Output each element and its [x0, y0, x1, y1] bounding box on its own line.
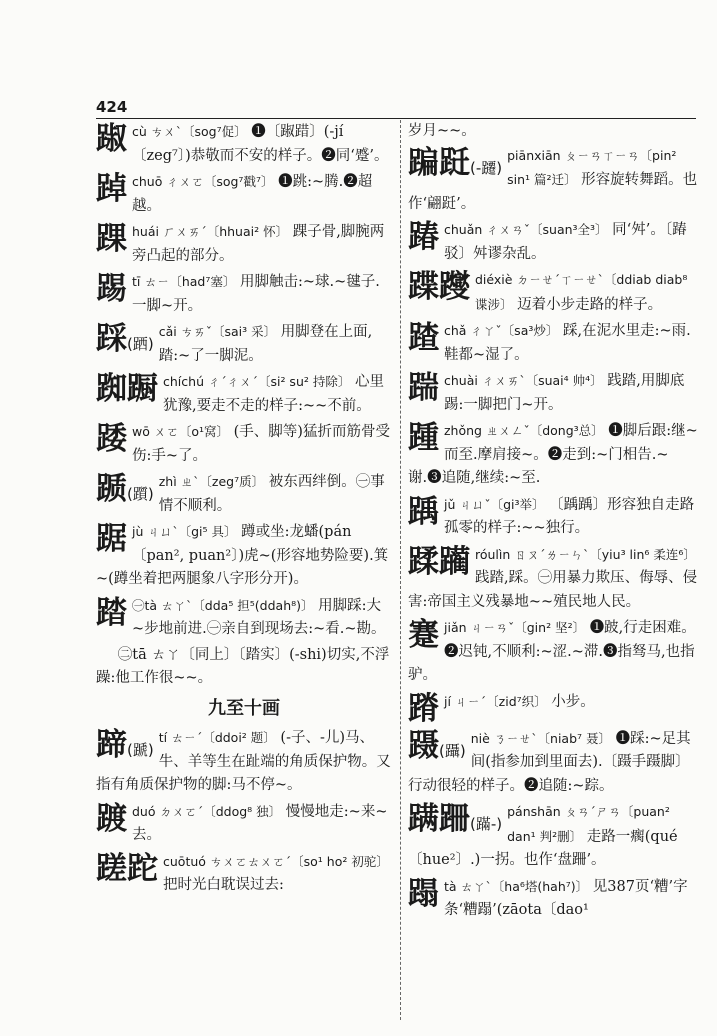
- definition: 〔踽踽〕形容独自走路孤零的样子:~~独行。: [444, 496, 695, 536]
- headword-char: 踔: [96, 171, 127, 207]
- dictionary-entry: [408, 727, 700, 799]
- pronunciation: chuài ㄔㄨㄞˋ〔suai⁴ 帅⁴〕: [444, 373, 603, 388]
- pronunciation: ㊀tà ㄊㄚˋ〔dda⁵ 担⁵(ddah⁸)〕: [132, 597, 314, 613]
- headword: [408, 727, 466, 764]
- dictionary-entry: [408, 268, 700, 317]
- headword-char: 蹀躞: [408, 269, 470, 305]
- definition: 蹲或坐:龙蟠(pán〔pan², puan²〕)虎~(形容地势险要).箕~(蹲坐着把两腿象八字形分开)。: [96, 524, 389, 587]
- headword-char: 踏: [96, 594, 127, 631]
- definition: ❶〔踧踖〕(-jí〔zeg⁷〕)恭敬而不安的样子。❷同‘蹙’。: [132, 124, 389, 164]
- headword: [408, 219, 439, 255]
- dictionary-entry: [96, 594, 392, 642]
- headword-char: 踱: [96, 800, 127, 837]
- headword-char: 蹁跹: [408, 144, 470, 181]
- headword: [408, 493, 439, 530]
- definition: 形容旋转舞蹈。也作‘翩跹’。: [408, 172, 698, 212]
- definition: 用脚触击:~球.~毽子.一脚~开。: [132, 274, 380, 314]
- header-rule: [96, 118, 696, 119]
- dictionary-entry: [96, 726, 392, 798]
- headword-char: 蹇: [408, 617, 439, 653]
- definition: 踝子骨,脚腕两旁凸起的部分。: [132, 224, 385, 264]
- headword-char: 踩: [96, 321, 127, 357]
- headword: [408, 801, 503, 837]
- headword: [96, 521, 127, 557]
- dictionary-entry: [96, 370, 392, 418]
- headword-char: 踵: [408, 420, 439, 456]
- headword-char: 踞: [96, 521, 127, 557]
- pronunciation: cuōtuó ㄘㄨㄛㄊㄨㄛˊ〔so¹ ho² 初驼〕: [163, 853, 389, 869]
- section-heading: 九至十画: [208, 697, 280, 719]
- headword: [96, 321, 154, 357]
- headword-char: 踬: [96, 471, 127, 507]
- headword-char: 踟蹰: [96, 371, 158, 407]
- pronunciation: jù ㄐㄩˋ〔gi⁵ 具〕: [132, 524, 237, 539]
- headword: [96, 371, 158, 407]
- definition: 同‘舛’。〔踳驳〕舛谬杂乱。: [444, 222, 687, 262]
- definition: 迈着小步走路的样子。: [517, 296, 663, 313]
- headword-variant: (蹣-): [470, 815, 503, 833]
- dictionary-entry: [408, 144, 700, 217]
- left-column: [96, 120, 392, 900]
- headword: [408, 370, 439, 406]
- headword-char: 蹅: [408, 320, 439, 356]
- headword-char: 蹋: [408, 875, 439, 912]
- headword: [408, 144, 503, 181]
- pronunciation: cù ㄘㄨˋ〔sog⁷促〕: [132, 124, 247, 139]
- headword: [96, 850, 158, 887]
- headword: [408, 269, 470, 305]
- pronunciation: chuǎn ㄔㄨㄢˇ〔suan³全³〕: [444, 222, 608, 237]
- pronunciation: chuō ㄔㄨㄛ〔sog⁷戳⁷〕: [132, 174, 274, 189]
- dictionary-entry: [96, 170, 392, 218]
- page-number: 424: [96, 98, 128, 116]
- definition: ❶踩:~足其间(指参加到里面去).〔蹑手蹑脚〕行动很轻的样子。❷追随:~踪。: [408, 730, 691, 794]
- pronunciation: wō ㄨㄛ〔o¹窝〕: [132, 424, 230, 439]
- headword: [96, 594, 127, 631]
- dictionary-entry: [408, 875, 700, 923]
- headword-char: 蹑: [408, 727, 439, 764]
- dictionary-entry: [408, 493, 700, 541]
- pronunciation: chǎ ㄔㄚˇ〔sa³炒〕: [444, 323, 559, 338]
- dictionary-entry: [408, 218, 700, 266]
- pronunciation: jí ㄐㄧˊ〔zid⁷织〕: [444, 693, 547, 709]
- pronunciation: róulìn ㄖㄡˊㄌㄧㄣˋ〔yiu³ lin⁶ 柔连⁶〕: [475, 546, 696, 562]
- pronunciation: duó ㄉㄨㄛˊ〔ddog⁸ 独〕: [132, 803, 282, 819]
- pronunciation: niè ㄋㄧㄝˋ〔niab⁷ 聂〕: [470, 730, 612, 746]
- definition: 小步。: [551, 693, 595, 710]
- dictionary-entry: [96, 220, 392, 268]
- headword-char: 踒: [96, 421, 127, 457]
- headword: [408, 875, 439, 912]
- dictionary-entry: [408, 369, 700, 417]
- headword-char: 蹐: [408, 690, 439, 727]
- dictionary-entry: [96, 470, 392, 518]
- headword: [96, 800, 127, 837]
- dictionary-entry: [96, 320, 392, 368]
- headword: [96, 271, 127, 307]
- definition: (手、脚等)猛折而筋骨受伤:手~了。: [132, 424, 390, 464]
- headword: [408, 543, 470, 580]
- headword: [96, 421, 127, 457]
- headword: [96, 727, 154, 763]
- headword-char: 踧: [96, 121, 127, 157]
- pronunciation: tí ㄊㄧˊ〔ddoi² 题〕: [158, 730, 276, 745]
- dictionary-entry: [96, 420, 392, 468]
- definition: ❶跛,行走困难。❷迟钝,不顺利:~涩.~滞.❸指驽马,也指驴。: [408, 620, 696, 683]
- definition: ❶跳:~腾.❷超越。: [132, 174, 373, 214]
- headword-char: 踳: [408, 219, 439, 255]
- headword-char: 踹: [408, 370, 439, 406]
- definition: 用脚登在上面,踏:~了一脚泥。: [158, 324, 373, 364]
- headword-char: 踝: [96, 221, 127, 257]
- pronunciation: zhǒng ㄓㄨㄥˇ〔dong³总〕: [444, 423, 604, 438]
- dictionary-entry: [408, 690, 700, 725]
- dictionary-entry: [96, 800, 392, 848]
- headword-variant: (-躚): [470, 158, 503, 177]
- entry-ta-second-reading: ㊁tā ㄊㄚ〔同上〕〔踏实〕(-shi)切实,不浮躁:他工作很~~。: [96, 646, 390, 686]
- definition: 践踏,用脚底踢:一脚把门~开。: [444, 373, 685, 413]
- definition: 用脚踩:大~步地前进.㊀亲自到现场去:~看.~勘。: [132, 597, 386, 637]
- headword: [96, 171, 127, 207]
- definition: 走路一瘸(qué〔hue²〕.)一拐。也作‘盘跚’。: [408, 828, 678, 868]
- definition: 被东西绊倒。㊀事情不顺利。: [158, 474, 385, 514]
- dictionary-entry: [96, 850, 392, 898]
- dictionary-entry: [96, 120, 392, 168]
- dictionary-entry: [408, 616, 700, 688]
- headword-char: 蹂躏: [408, 543, 470, 580]
- headword-char: 蹄: [96, 727, 127, 763]
- pronunciation: jǔ ㄐㄩˇ〔gi³举〕: [444, 496, 545, 512]
- pronunciation: huái ㄏㄨㄞˊ〔hhuai² 怀〕: [132, 224, 289, 239]
- headword-char: 踢: [96, 271, 127, 307]
- definition: 践踏,踩。㊀用暴力欺压、侮辱、侵害:帝国主义残暴地~~殖民地人民。: [408, 570, 698, 610]
- headword: [408, 420, 439, 456]
- definition: ❶脚后跟:继~而至.摩肩接~。❷走到:~门相告.~谢.❸追随,继续:~至.: [408, 423, 698, 486]
- definition: 心里犹豫,要走不走的样子:~~不前。: [163, 374, 384, 414]
- pronunciation: tà ㄊㄚˋ〔ha⁶塔(hah⁷)〕: [444, 878, 589, 894]
- headword: [96, 121, 127, 157]
- pronunciation: diéxiè ㄉㄧㄝˊㄒㄧㄝˋ〔ddiab diab⁸ 谍涉〕: [475, 272, 688, 312]
- headword: [408, 617, 439, 653]
- dictionary-entry: [408, 319, 700, 367]
- pronunciation: piānxiān ㄆㄧㄢㄒㄧㄢ〔pin² sin¹ 篇²迁〕: [507, 147, 677, 187]
- pronunciation: tī ㄊㄧ〔had⁷塞〕: [132, 274, 236, 289]
- definition: 踩,在泥水里走:~雨.鞋都~湿了。: [444, 323, 691, 363]
- column-divider: [400, 120, 401, 1020]
- pronunciation: jiǎn ㄐㄧㄢˇ〔gin² 坚²〕: [444, 620, 586, 635]
- pronunciation: pánshān ㄆㄢˊㄕㄢ〔puan² dan¹ 判²删〕: [507, 804, 670, 844]
- pronunciation: zhì ㄓˋ〔zeg⁷质〕: [158, 474, 265, 489]
- definition: 慢慢地走:~来~去。: [132, 803, 388, 843]
- headword: [408, 320, 439, 356]
- headword-char: 蹒跚: [408, 801, 470, 837]
- dictionary-entry: [408, 419, 700, 491]
- pronunciation: cǎi ㄘㄞˇ〔sai³ 采〕: [158, 324, 277, 339]
- headword: [96, 471, 154, 507]
- headword-variant: (躡): [439, 741, 466, 760]
- dictionary-entry: [96, 270, 392, 318]
- dictionary-entry: [408, 543, 700, 615]
- carryover-text: 岁月~~。: [408, 123, 476, 139]
- right-column: [408, 120, 700, 925]
- headword-variant: (蹏): [127, 741, 154, 759]
- headword-variant: (躓): [127, 485, 154, 503]
- dictionary-entry: [96, 520, 392, 592]
- headword: [408, 690, 439, 727]
- headword-char: 蹉跎: [96, 850, 158, 887]
- headword: [96, 221, 127, 257]
- pronunciation: chíchú ㄔˊㄔㄨˊ〔si² su² 持除〕: [163, 374, 351, 389]
- definition: 见387页‘糟’字条‘糟蹋’(zāota〔dao¹: [444, 878, 688, 918]
- headword-char: 踽: [408, 493, 439, 530]
- dictionary-entry: [408, 800, 700, 873]
- definition: 把时光白耽误过去:: [163, 877, 284, 893]
- headword-variant: (跴): [127, 335, 154, 353]
- definition: (-子、-儿)马、牛、羊等生在趾端的角质保护物。又指有角质保护物的脚:马不停~。: [96, 730, 391, 793]
